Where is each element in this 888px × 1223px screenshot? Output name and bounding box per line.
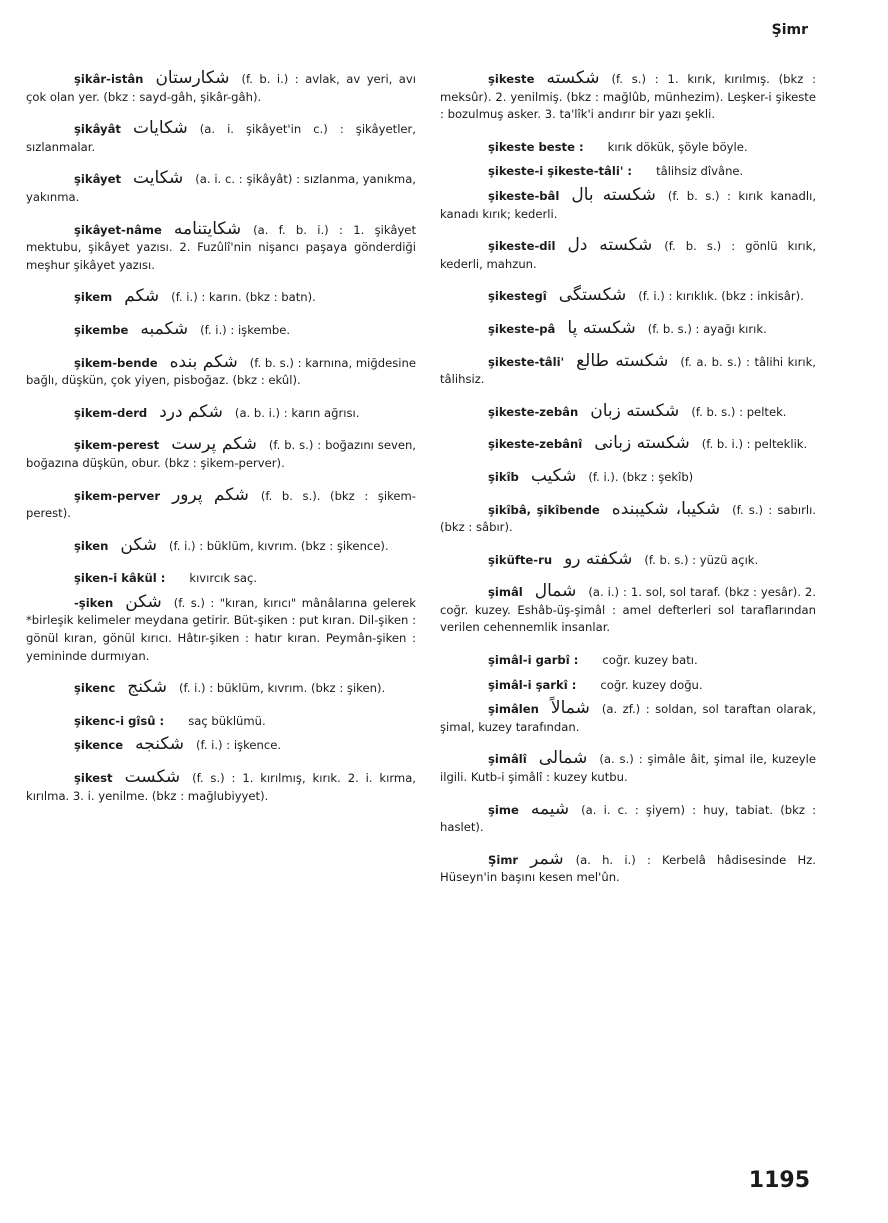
arabic-script: شكسته (546, 68, 600, 88)
headword: şikem-bende (74, 355, 158, 370)
dictionary-entry (440, 700, 816, 736)
arabic-script: شكيبا، شكيبنده (611, 498, 721, 519)
dictionary-entry (26, 736, 416, 755)
definition: (f. b. s.) : karnına, miğdesine bağlı, düşkün, çok yiyen, pisboğaz. (bkz : ekûl). (26, 355, 416, 388)
definition: (f. s.) : 1. kırılmış, kırık. 2. i. kırma, kırılma. 3. i. yenilme. (bkz : mağlubiyyet). (26, 771, 416, 803)
arabic-script: شكم درد (159, 401, 223, 422)
arabic-script: شكن (125, 591, 162, 612)
definition: (f. i.) : işkence. (196, 738, 282, 753)
arabic-script: شكايت (133, 168, 184, 189)
headword: şikem-perver (74, 488, 161, 503)
definition: (f. a. b. s.) : tâlihi kırık, tâlihsiz. (440, 354, 816, 387)
definition: kıvırcık saç. (189, 571, 258, 586)
arabic-script: شكم بنده (169, 351, 238, 372)
headword: şimâl-i garbî : (488, 653, 579, 668)
dictionary-entry (26, 436, 416, 472)
definition: (f. i.) : kırıklık. (bkz : inkisâr). (638, 289, 804, 304)
dictionary-entry (26, 534, 416, 556)
headword: şikenc (74, 681, 116, 696)
definition: tâlihsiz dîvâne. (656, 164, 744, 179)
headword: şiküfte-ru (488, 552, 553, 567)
definition: saç büklümü. (188, 713, 266, 728)
headword: şiken-i kâkül : (74, 571, 166, 586)
dictionary-entry (440, 798, 816, 837)
arabic-script: شكم پرست (171, 434, 257, 455)
headword: şikâr-istân (74, 72, 144, 86)
headword: şikem-perest (74, 438, 160, 453)
dictionary-entry (440, 138, 816, 157)
definition: (f. b. i.) : pelteklik. (701, 437, 808, 452)
arabic-script: شكيب (530, 465, 577, 486)
headword: şimâlen (488, 702, 539, 717)
headword: şikeste-dil (488, 239, 556, 254)
headword: şikeste-bâl (488, 188, 560, 203)
definition: (a. zf.) : soldan, sol taraftan olarak, şimal, kuzey tarafından. (440, 702, 816, 734)
dictionary-entry (26, 288, 416, 307)
right-column (440, 70, 816, 901)
arabic-script: شكنج (127, 677, 168, 698)
definition: coğr. kuzey doğu. (600, 677, 703, 692)
dictionary-entry (440, 435, 816, 454)
arabic-script: شكفته رو (564, 548, 633, 569)
headword: şikâyet-nâme (74, 222, 162, 237)
dictionary-entry (440, 317, 816, 339)
definition: (a. s.) : şimâle âit, şimal ile, kuzeyle ilgili. Kutb-i şimâlî : kuzey kutbu. (440, 752, 816, 785)
arabic-script: شكسته زبان (590, 400, 680, 421)
headword: şikeste-pâ (488, 321, 556, 336)
definition: (f. i.) : karın. (bkz : batn). (171, 290, 316, 305)
arabic-script: شكسته بال (571, 184, 656, 205)
dictionary-entry (440, 184, 817, 223)
dictionary-entry (440, 676, 816, 695)
arabic-script: شمر (530, 848, 564, 869)
headword: Şimr (488, 852, 519, 867)
dictionary-entry (440, 583, 816, 637)
arabic-script: شكسته دل (567, 235, 653, 256)
dictionary-entry (440, 750, 816, 786)
headword: şikest (74, 771, 113, 786)
dictionary-entry (26, 769, 416, 805)
dictionary-entry (26, 120, 416, 156)
headword: şikîbâ, şikîbende (488, 502, 600, 517)
headword: şikenc-i gîsû : (74, 713, 165, 728)
dictionary-entry (26, 318, 416, 340)
headword: şiken (74, 538, 109, 553)
arabic-script: شكن (120, 534, 157, 555)
arabic-script: شكستگى (558, 285, 627, 306)
arabic-script: شكسته طالع (576, 350, 669, 371)
headword: şikeste-zebânî (488, 437, 583, 452)
definition: kırık dökük, şöyle böyle. (607, 139, 748, 154)
headword: şimâlî (488, 752, 527, 767)
definition: (a. h. i.) : Kerbelâ hâdisesinde Hz. Hüseyn'in başını kesen mel'ûn. (440, 852, 816, 885)
arabic-script: شكم (124, 286, 160, 307)
arabic-script: شمالاً (550, 698, 590, 719)
arabic-script: شكارستان (155, 68, 230, 88)
arabic-script: شكسته زبانى (594, 433, 690, 454)
headword: şikeste-i şikeste-tâli' : (488, 164, 633, 179)
headword: -şiken (74, 595, 114, 610)
definition: (f. b. s.). (bkz : şikem-perest). (26, 488, 416, 521)
definition: (f. i.) : işkembe. (200, 322, 291, 337)
definition: (f. b. s.) : gönlü kırık, kederli, mahzun. (440, 239, 816, 271)
dictionary-entry (26, 218, 416, 275)
headword: şimâl (488, 585, 523, 600)
dictionary-entry (440, 287, 816, 306)
definition: (f. b. s.) : peltek. (691, 404, 787, 419)
dictionary-entry (26, 712, 416, 731)
page-number: 1195 (748, 1168, 810, 1193)
definition: coğr. kuzey batı. (602, 653, 698, 668)
definition: (f. b. s.) : kırık kanadlı, kanadı kırık; kederli. (440, 188, 817, 221)
arabic-script: شمالى (538, 748, 588, 769)
dictionary-entry (26, 569, 416, 588)
dictionary-entry (26, 170, 416, 206)
arabic-script: شكست (124, 767, 181, 788)
headword: şikâyet (74, 172, 122, 187)
dictionary-entry (440, 350, 816, 389)
definition: (f. s.) : sabırlı. (bkz : sâbır). (440, 502, 816, 535)
headword: şikence (74, 738, 124, 753)
dictionary-entry (26, 591, 416, 665)
headword: şikem (74, 290, 113, 305)
headword: şikeste beste : (488, 139, 584, 154)
headword: şikâyât (74, 122, 121, 137)
definition: (a. i.) : 1. sol, sol taraf. (bkz : yesâr). 2. coğr. kuzey. Eshâb-üş-şimâl : amel defterleri sol taraflarından verilen cehennemlik insanlar. (440, 585, 816, 635)
arabic-script: شكنجه (135, 734, 184, 755)
arabic-script: شكم پرور (172, 484, 249, 505)
dictionary-entry (440, 465, 816, 487)
definition: (f. b. s.) : yüzü açık. (644, 552, 759, 567)
dictionary-entry (26, 401, 416, 423)
dictionary-entry (440, 237, 816, 273)
definition: (f. b. s.) : boğazını seven, boğazına düşkün, obur. (bkz : şikem-perver). (26, 438, 416, 470)
arabic-script: شكمبه (140, 318, 189, 339)
definition: (f. i.) : büklüm, kıvrım. (bkz : şikence). (168, 538, 389, 553)
dictionary-entry (26, 679, 416, 698)
arabic-script: شكسته پا (567, 317, 636, 338)
definition: (f. b. i.) : avlak, av yeri, avı çok olan yer. (bkz : sayd-gâh, şikâr-gâh). (26, 72, 416, 104)
arabic-script: شكايتنامه (173, 218, 242, 239)
definition: (f. s.) : 1. kırık, kırılmış. (bkz : meksûr). 2. yenilmiş. (bkz : mağlûb, münhezim). Leşker-i şikeste : bozulmuş asker. 3. ta'lîk'i andırır bir yazı şekli. (440, 72, 816, 122)
definition: (a. f. b. i.) : 1. şikâyet mektubu, şikâyet yazısı. 2. Fuzûlî'nin nişancı paşaya gönderdiği meşhur şikâyet yazısı. (26, 222, 416, 272)
arabic-script: شكايات (132, 118, 188, 139)
headword: şikembe (74, 322, 129, 337)
headword: şikestegî (488, 289, 547, 304)
definition: (f. i.) : büklüm, kıvrım. (bkz : şiken). (179, 681, 386, 696)
left-column (26, 70, 416, 819)
headword: şikeste (488, 72, 535, 86)
headword: şikîb (488, 469, 519, 484)
dictionary-entry (440, 162, 816, 181)
definition: (a. i. c. : şikâyât) : sızlanma, yanıkma, yakınma. (26, 172, 416, 204)
dictionary-entry (26, 484, 416, 523)
arabic-script: شمال (534, 581, 577, 602)
definition: (a. b. i.) : karın ağrısı. (234, 405, 360, 420)
dictionary-entry (440, 400, 816, 422)
dictionary-entry (440, 70, 816, 124)
dictionary-entry (26, 351, 416, 390)
arabic-script: شيمه (530, 798, 570, 819)
dictionary-entry (26, 70, 416, 106)
dictionary-entry (440, 498, 816, 537)
headword: şikeste-tâli' (488, 354, 565, 369)
dictionary-entry (440, 848, 816, 887)
running-head: Şimr (771, 22, 808, 38)
definition: (f. i.). (bkz : şekîb) (588, 469, 694, 484)
definition: (a. i. şikâyet'in c.) : şikâyetler, sızlanmalar. (26, 122, 416, 154)
headword: şikem-derd (74, 405, 148, 420)
headword: şime (488, 802, 519, 817)
headword: şikeste-zebân (488, 404, 579, 419)
dictionary-entry (440, 651, 816, 670)
definition: (f. s.) : "kıran, kırıcı" mânâlarına gelerek *birleşik kelimeler meydana getirir. Büt-şiken : put kıran. Dil-şiken : gönül kıran, gönül kırıcı. Hâtır-şiken : hatır kıran. Peymân-şiken : yemininde durmıyan. (26, 595, 416, 663)
dictionary-entry (440, 548, 816, 570)
definition: (f. b. s.) : ayağı kırık. (647, 321, 767, 336)
headword: şimâl-i şarkî : (488, 677, 577, 692)
definition: (a. i. c. : şiyem) : huy, tabiat. (bkz : haslet). (440, 802, 816, 835)
